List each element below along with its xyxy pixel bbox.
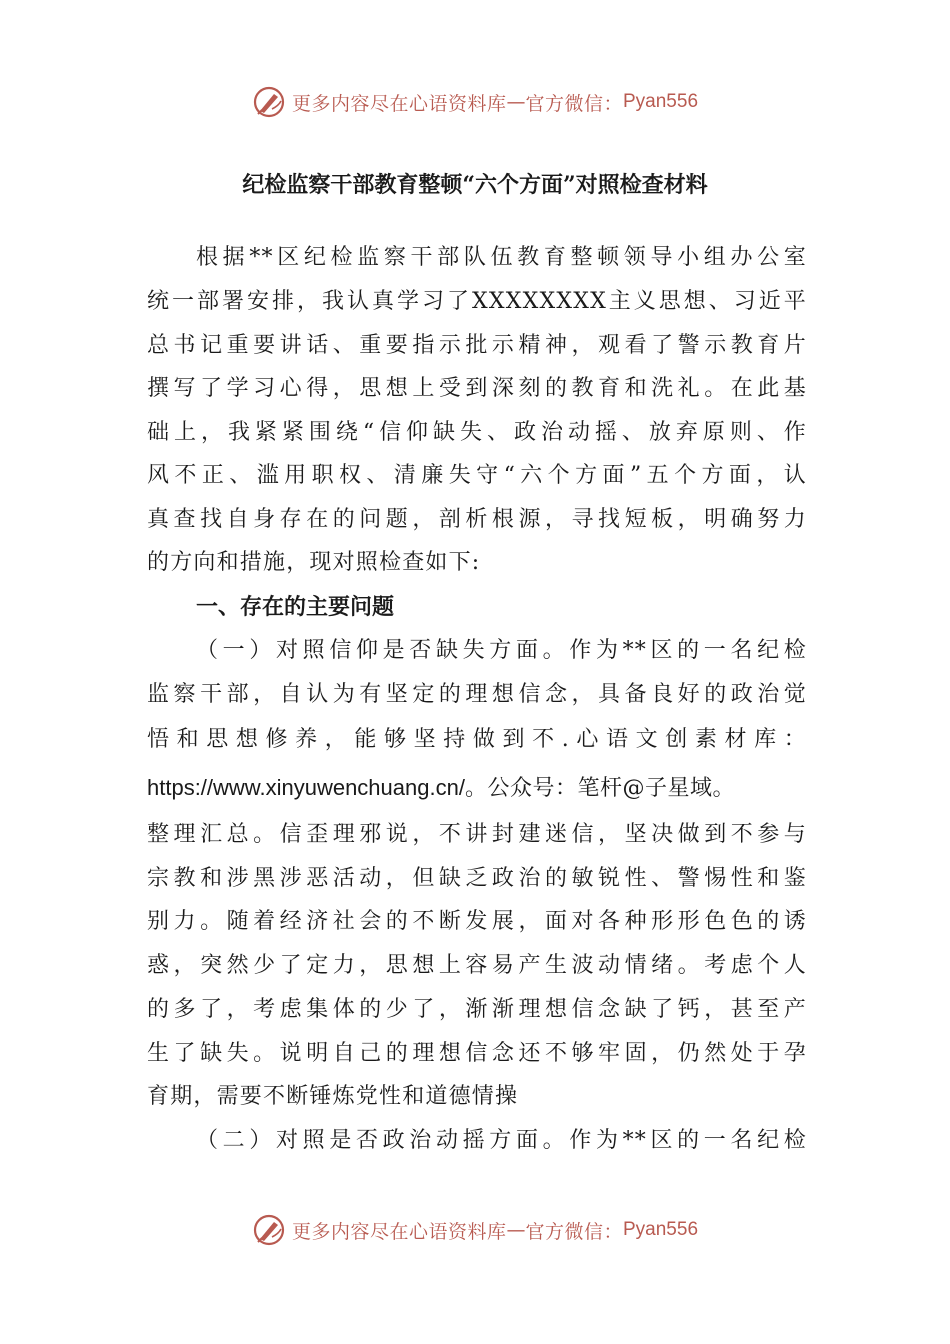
quill-logo-icon: [252, 85, 286, 119]
text-line: 础上，我紧紧围绕“信仰缺失、政治动摇、放弃原则、作: [147, 420, 807, 445]
public-account-text: 。公众号：笔杆@子星域。: [464, 776, 735, 801]
website-url-text: https://www.xinyuwenchuang.cn/: [147, 775, 465, 800]
text-line: 宗教和涉黑涉恶活动，但缺乏政治的敏锐性、警惕性和鉴: [147, 866, 807, 891]
section-heading: 一、存在的主要问题: [196, 594, 395, 620]
text-line: 育期，需要不断锤炼党性和道德情操: [147, 1084, 519, 1109]
text-line: 监察干部，自认为有坚定的理想信念，具备良好的政治觉: [147, 682, 807, 707]
header-banner: [0, 80, 950, 124]
text-line: 生了缺失。说明自己的理想信念还不够牢固，仍然处于孕: [147, 1041, 807, 1066]
text-line: 别力。随着经济社会的不断发展，面对各种形形色色的诱: [147, 909, 807, 934]
text-line: 总书记重要讲话、重要指示批示精神，观看了警示教育片: [147, 333, 807, 358]
text-line: 撰写了学习心得，思想上受到深刻的教育和洗礼。在此基: [147, 376, 807, 401]
text-line: 的方向和措施，现对照检查如下:: [147, 550, 481, 575]
banner-text: 更多内容尽在心语资料库: [291, 92, 507, 115]
footer-banner: [0, 1208, 950, 1252]
banner-label: 官方微信：: [525, 1220, 623, 1243]
text-line: 的多了，考虑集体的少了，渐渐理想信念缺了钙，甚至产: [147, 997, 807, 1022]
banner-account: Pyan556: [623, 1219, 699, 1240]
text-line: 风不正、滥用职权、清廉失守“六个方面”五个方面，认: [147, 463, 807, 488]
text-line: 真查找自身存在的问题，剖析根源，寻找短板，明确努力: [147, 507, 807, 532]
quill-logo-icon: [252, 1213, 286, 1247]
text-line-with-url: [147, 772, 807, 804]
banner-separator: —: [506, 1219, 526, 1241]
text-line: 悟和思想修养，能够坚持做到不.心语文创素材库：: [147, 727, 807, 752]
banner-account: Pyan556: [623, 91, 699, 112]
text-line: （一）对照信仰是否缺失方面。作为**区的一名纪检: [196, 638, 807, 663]
document-title: 纪检监察干部教育整顿“六个方面”对照检查材料: [242, 172, 708, 198]
banner-text: 更多内容尽在心语资料库: [291, 1220, 507, 1243]
banner-separator: —: [506, 91, 526, 113]
text-line: 惑，突然少了定力，思想上容易产生波动情绪。考虑个人: [147, 953, 807, 978]
banner-label: 官方微信：: [525, 92, 623, 115]
text-line: 统一部署安排，我认真学习了XXXXXXXX主义思想、习近平: [147, 289, 807, 314]
text-line: 整理汇总。信歪理邪说，不讲封建迷信，坚决做到不参与: [147, 822, 807, 847]
text-line: 根据**区纪检监察干部队伍教育整顿领导小组办公室: [196, 245, 807, 270]
text-line: （二）对照是否政治动摇方面。作为**区的一名纪检: [196, 1128, 807, 1153]
